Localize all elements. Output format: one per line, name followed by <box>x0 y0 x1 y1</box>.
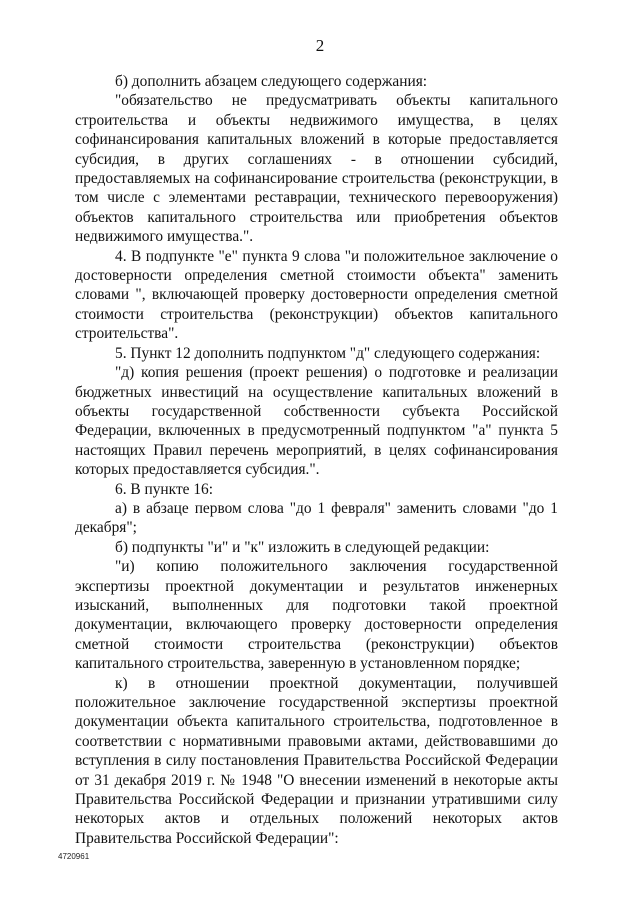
document-code: 4720961 <box>58 852 90 861</box>
page-number: 2 <box>315 36 325 55</box>
paragraph-item-6: 6. В пункте 16: <box>115 480 214 498</box>
paragraph-obligation-quote: "обязательство не предусматривать объекты капитального строительства и объекты недвижимого имущества, в целях софинансирования капитальных вложений в которые предоставляется субсидия, в других соглашениях - в отношении субсидий, предоставляемых на софинансирование строительства (реконструкции, в том числе с элементами реставрации, технического перевооружения) объектов капитального строительства или приобретения объектов недвижимого имущества.". <box>75 92 558 246</box>
paragraph-b-add-abzac: б) дополнить абзацем следующего содержания: <box>115 73 428 90</box>
paragraph-subitem-d: "д) копия решения (проект решения) о подготовке и реализации бюджетных инвестиций на осуществление капитальных вложений в объекты государственной собственности субъекта Российской Федерации, включенных в предусмотренный подпунктом "а" пункта 5 настоящих Правил перечень мероприятий, в целях софинансирования которых предоставляется субсидия.". <box>75 364 558 479</box>
paragraph-item-5: 5. Пункт 12 дополнить подпунктом "д" следующего содержания: <box>115 344 541 362</box>
paragraph-item-4: 4. В подпункте "е" пункта 9 слова "и положительное заключение о достоверности определения сметной стоимости объекта" заменить словами ", включающей проверку достоверности определения сметной стоимости строительства (реконструкции) объектов капитального строительства". <box>75 247 558 343</box>
document-body <box>75 72 558 848</box>
paragraph-subitem-a: а) в абзаце первом слова "до 1 февраля" заменить словами "до 1 декабря"; <box>75 499 558 537</box>
paragraph-subitem-i: "и) копию положительного заключения государственной экспертизы проектной документации и результатов инженерных изысканий, выполненных для подготовки такой проектной документации, включающего проверку достоверности определения сметной стоимости строительства (реконструкции) объектов капитального строительства, заверенную в установленном порядке; <box>75 558 558 673</box>
paragraph-subitem-k: к) в отношении проектной документации, получившей положительное заключение государственной экспертизы проектной документации объекта капитального строительства, подготовленное в соответствии с нормативными правовыми актами, действовавшими до вступления в силу постановления Правительства Российской Федерации от 31 декабря 2019 г. № 1948 "О внесении изменений в некоторые акты Правительства Российской Федерации и признании утратившими силу некоторых актов и отдельных положений некоторых актов Правительства Российской Федерации": <box>75 674 558 847</box>
paragraph-subitem-b: б) подпункты "и" и "к" изложить в следующей редакции: <box>115 538 490 556</box>
